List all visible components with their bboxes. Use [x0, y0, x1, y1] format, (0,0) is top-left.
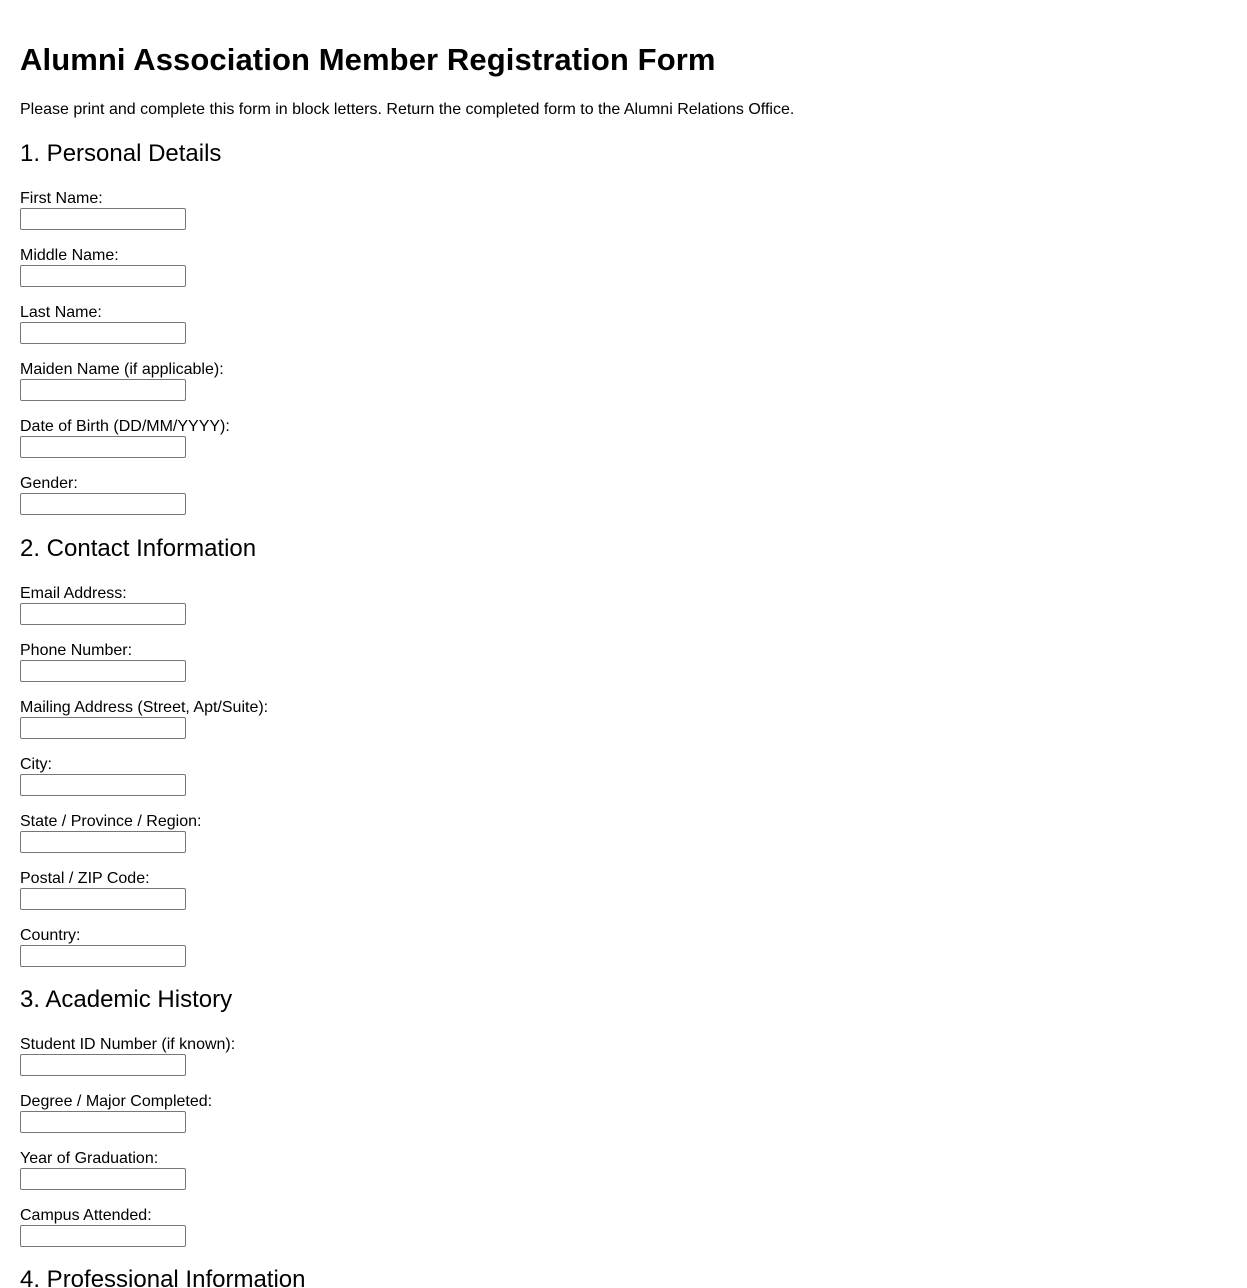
postal-code-input[interactable] [20, 888, 186, 910]
graduation-year-label: Year of Graduation: [20, 1150, 159, 1167]
date-of-birth-label: Date of Birth (DD/MM/YYYY): [20, 418, 230, 435]
section-heading-professional-information: 4. Professional Information [20, 1266, 306, 1288]
middle-name-input[interactable] [20, 265, 186, 287]
first-name-label: First Name: [20, 190, 103, 207]
mailing-address-input[interactable] [20, 717, 186, 739]
student-id-label: Student ID Number (if known): [20, 1036, 236, 1053]
field-middle-name [20, 246, 420, 287]
field-mailing-address [20, 698, 420, 739]
section-heading-personal-details: 1. Personal Details [20, 140, 222, 167]
maiden-name-input[interactable] [20, 379, 186, 401]
graduation-year-input[interactable] [20, 1168, 186, 1190]
first-name-input[interactable] [20, 208, 186, 230]
email-label: Email Address: [20, 585, 127, 602]
city-label: City: [20, 756, 52, 773]
last-name-input[interactable] [20, 322, 186, 344]
city-input[interactable] [20, 774, 186, 796]
phone-input[interactable] [20, 660, 186, 682]
field-phone [20, 641, 420, 682]
gender-input[interactable] [20, 493, 186, 515]
state-label: State / Province / Region: [20, 813, 202, 830]
field-campus [20, 1206, 420, 1247]
field-first-name [20, 189, 420, 230]
field-student-id [20, 1035, 420, 1076]
field-degree [20, 1092, 420, 1133]
campus-label: Campus Attended: [20, 1207, 152, 1224]
country-label: Country: [20, 927, 81, 944]
last-name-label: Last Name: [20, 304, 102, 321]
field-graduation-year [20, 1149, 420, 1190]
degree-label: Degree / Major Completed: [20, 1093, 213, 1110]
field-country [20, 926, 420, 967]
degree-input[interactable] [20, 1111, 186, 1133]
form-instructions: Please print and complete this form in block letters. Return the completed form to the Alumni Relations Office. [20, 101, 795, 118]
section-heading-contact-information: 2. Contact Information [20, 535, 257, 562]
student-id-input[interactable] [20, 1054, 186, 1076]
field-postal-code [20, 869, 420, 910]
state-input[interactable] [20, 831, 186, 853]
mailing-address-label: Mailing Address (Street, Apt/Suite): [20, 699, 269, 716]
gender-label: Gender: [20, 475, 78, 492]
maiden-name-label: Maiden Name (if applicable): [20, 361, 224, 378]
field-city [20, 755, 420, 796]
phone-label: Phone Number: [20, 642, 133, 659]
field-maiden-name [20, 360, 420, 401]
field-date-of-birth [20, 417, 420, 458]
field-last-name [20, 303, 420, 344]
campus-input[interactable] [20, 1225, 186, 1247]
date-of-birth-input[interactable] [20, 436, 186, 458]
postal-code-label: Postal / ZIP Code: [20, 870, 150, 887]
page-title: Alumni Association Member Registration Form [20, 42, 716, 77]
field-gender [20, 474, 420, 515]
middle-name-label: Middle Name: [20, 247, 119, 264]
field-email [20, 584, 420, 625]
section-heading-academic-history: 3. Academic History [20, 986, 233, 1013]
email-input[interactable] [20, 603, 186, 625]
field-state [20, 812, 420, 853]
country-input[interactable] [20, 945, 186, 967]
